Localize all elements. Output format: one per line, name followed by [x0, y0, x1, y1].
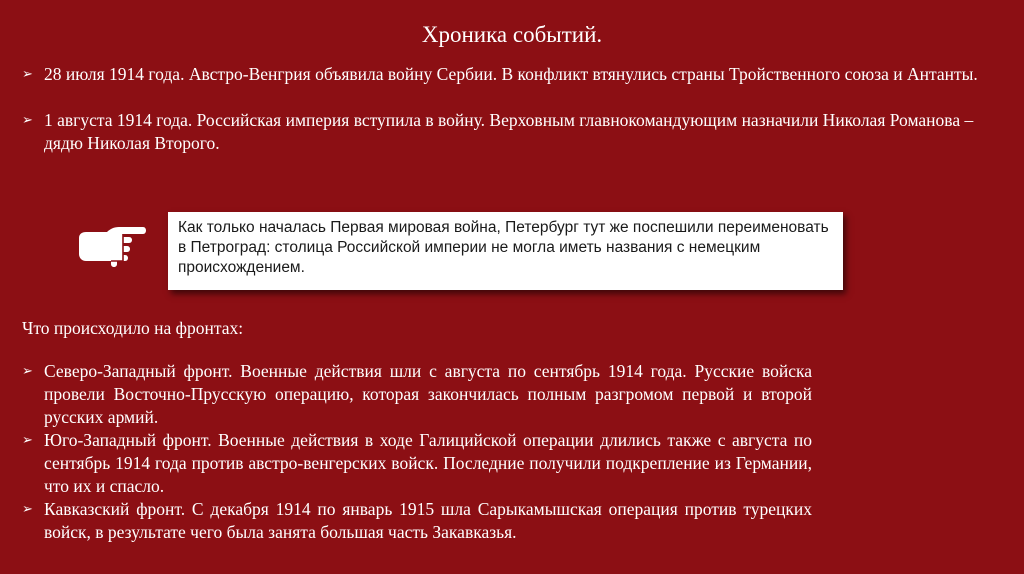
- arrow-bullet-icon: ➢: [22, 502, 33, 517]
- arrow-bullet-icon: ➢: [22, 433, 33, 448]
- arrow-bullet-icon: ➢: [22, 113, 33, 128]
- front-text: Юго-Западный фронт. Военные действия в ходе Галицийской операции длились также с августа по сентябрь 1914 года против австро-венгерских войск. Последние получили подкрепление из Германии, что их и спасло.: [44, 430, 812, 496]
- list-item: [22, 360, 812, 429]
- front-text: Кавказский фронт. С декабря 1914 по январь 1915 шла Сарыкамышская операция против турецких войск, в результате чего была занята большая часть Закавказья.: [44, 499, 812, 542]
- arrow-bullet-icon: ➢: [22, 364, 33, 379]
- front-text: Северо-Западный фронт. Военные действия шли с августа по сентябрь 1914 года. Русские войска провели Восточно-Прусскую операцию, которая закончилась полным разгромом первой и второй русских армий.: [44, 361, 812, 427]
- list-item: [22, 498, 812, 544]
- arrow-bullet-icon: ➢: [22, 67, 33, 82]
- event-text: 1 августа 1914 года. Российская империя вступила в войну. Верховным главнокомандующим назначили Николая Романова – дядю Николая Второго.: [44, 110, 974, 153]
- list-item: [22, 109, 992, 155]
- events-list: [22, 63, 992, 155]
- callout-box: Как только началась Первая мировая война, Петербург тут же поспешили переименовать в Петроград: столица Российской империи не могла иметь названия с немецким происхождением.: [168, 212, 843, 290]
- fronts-list: [22, 360, 812, 544]
- list-item: [22, 429, 812, 498]
- slide-title: Хроника событий.: [421, 22, 603, 47]
- pointing-hand-icon: [77, 224, 149, 270]
- section-heading: Что происходило на фронтах:: [22, 318, 244, 338]
- event-text: 28 июля 1914 года. Австро-Венгрия объявила войну Сербии. В конфликт втянулись страны Тройственного союза и Антанты.: [44, 64, 978, 84]
- list-item: [22, 63, 992, 86]
